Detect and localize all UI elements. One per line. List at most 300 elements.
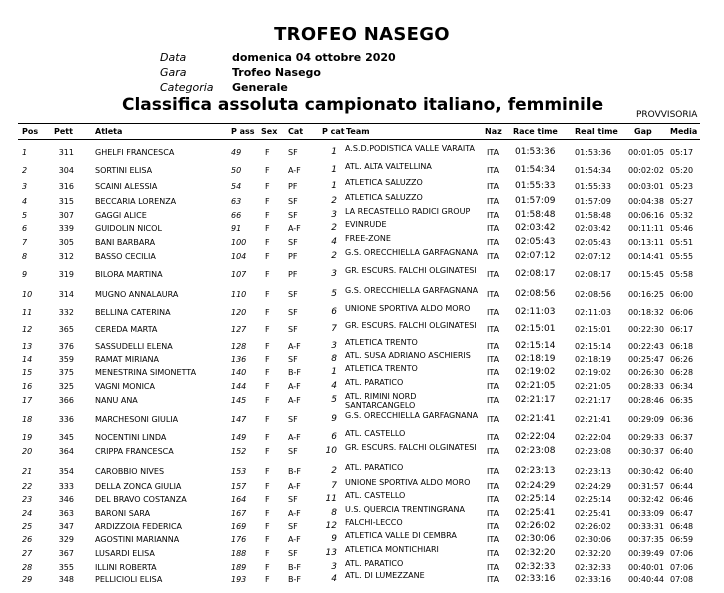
bib-cell: 325 (58, 382, 74, 391)
gap-cell: 00:32:42 (628, 495, 664, 504)
nation-cell: ITA (487, 197, 500, 206)
athlete-cell: BASSO CECILIA (95, 252, 156, 261)
team-cell: G.S. ORECCHIELLA GARFAGNANA (345, 248, 479, 257)
overall-pos-cell: 189 (231, 563, 247, 572)
pos-cell: 19 (22, 433, 33, 442)
category-pos-cell: 12 (325, 521, 337, 531)
overall-pos-cell: 164 (231, 495, 247, 504)
real-time-cell: 02:15:14 (575, 342, 611, 351)
category-pos-cell: 1 (331, 367, 337, 377)
team-cell: ATL. CASTELLO (345, 491, 406, 500)
nation-cell: ITA (487, 509, 500, 518)
pos-cell: 17 (22, 396, 33, 405)
col-naz: Naz (485, 127, 502, 136)
nation-cell: ITA (487, 433, 500, 442)
real-time-cell: 02:19:02 (575, 368, 611, 377)
overall-pos-cell: 107 (231, 270, 247, 279)
gap-cell: 00:40:01 (628, 563, 664, 572)
sex-cell: F (265, 325, 270, 334)
bib-cell: 332 (58, 308, 74, 317)
pos-cell: 22 (22, 482, 33, 491)
pos-cell: 8 (22, 252, 28, 261)
overall-pos-cell: 152 (231, 447, 247, 456)
athlete-cell: CAROBBIO NIVES (95, 467, 165, 476)
sex-cell: F (265, 308, 270, 317)
overall-pos-cell: 157 (231, 482, 247, 491)
nation-cell: ITA (487, 325, 500, 334)
category-cell: B-F (288, 467, 301, 476)
category-cell: A-F (288, 396, 301, 405)
race-time-cell: 02:25:41 (515, 508, 556, 518)
real-time-cell: 02:08:17 (575, 270, 611, 279)
sex-cell: F (265, 238, 270, 247)
team-cell: GR. ESCURS. FALCHI OLGINATESI (345, 321, 477, 330)
bib-cell: 315 (58, 197, 74, 206)
team-cell: ATLETICA TRENTO (345, 338, 418, 347)
real-time-cell: 02:30:06 (575, 535, 611, 544)
pace-cell: 07:06 (670, 549, 694, 558)
team-cell: LA RECASTELLO RADICI GROUP (345, 207, 471, 216)
sex-cell: F (265, 563, 270, 572)
bib-cell: 336 (58, 415, 74, 424)
col-pos: Pos (22, 127, 39, 136)
sex-cell: F (265, 182, 270, 191)
gap-cell: 00:15:45 (628, 270, 664, 279)
bib-cell: 354 (58, 467, 74, 476)
bib-cell: 305 (58, 238, 74, 247)
pos-cell: 29 (22, 575, 33, 584)
meta-value: domenica 04 ottobre 2020 (232, 51, 396, 64)
athlete-cell: GHELFI FRANCESCA (95, 148, 175, 157)
athlete-cell: DELLA ZONCA GIULIA (95, 482, 182, 491)
athlete-cell: SCAINI ALESSIA (95, 182, 158, 191)
athlete-cell: PELLICIOLI ELISA (95, 575, 163, 584)
col-sex: Sex (261, 127, 278, 136)
nation-cell: ITA (487, 252, 500, 261)
pace-cell: 05:23 (670, 182, 694, 191)
category-cell: SF (288, 211, 298, 220)
category-cell: SF (288, 415, 298, 424)
nation-cell: ITA (487, 535, 500, 544)
race-time-cell: 02:24:29 (515, 481, 556, 491)
category-pos-cell: 8 (331, 508, 337, 518)
pace-cell: 06:44 (670, 482, 694, 491)
pos-cell: 18 (22, 415, 33, 424)
col-team: Team (346, 127, 370, 136)
overall-pos-cell: 169 (231, 522, 247, 531)
gap-cell: 00:06:16 (628, 211, 664, 220)
race-time-cell: 02:21:05 (515, 381, 556, 391)
bib-cell: 376 (58, 342, 74, 351)
team-cell: UNIONE SPORTIVA ALDO MORO (345, 478, 471, 487)
athlete-cell: SORTINI ELISA (95, 166, 153, 175)
team-cell: ATL. PARATICO (345, 463, 404, 472)
category-pos-cell: 2 (331, 466, 337, 476)
category-pos-cell: 3 (331, 341, 337, 351)
pace-cell: 06:00 (670, 290, 694, 299)
col-real-time: Real time (575, 127, 618, 136)
category-pos-cell: 3 (331, 210, 337, 220)
table-row (0, 268, 724, 288)
real-time-cell: 02:25:41 (575, 509, 611, 518)
category-pos-cell: 7 (331, 481, 337, 491)
race-time-cell: 01:55:33 (515, 181, 556, 191)
pos-cell: 11 (22, 308, 33, 317)
pace-cell: 05:27 (670, 197, 694, 206)
sex-cell: F (265, 166, 270, 175)
bib-cell: 312 (58, 252, 74, 261)
sex-cell: F (265, 197, 270, 206)
pos-cell: 24 (22, 509, 33, 518)
category-pos-cell: 5 (331, 395, 337, 405)
team-cell: ATL. PARATICO (345, 378, 404, 387)
pos-cell: 1 (22, 148, 28, 157)
bib-cell: 333 (58, 482, 74, 491)
category-pos-cell: 11 (325, 494, 337, 504)
team-cell: GR. ESCURS. FALCHI OLGINATESI (345, 443, 477, 452)
nation-cell: ITA (487, 182, 500, 191)
team-cell: ATL. ALTA VALTELLINA (345, 162, 432, 171)
nation-cell: ITA (487, 342, 500, 351)
athlete-cell: BELLINA CATERINA (95, 308, 171, 317)
team-cell: ATLETICA SALUZZO (345, 178, 423, 187)
athlete-cell: MENESTRINA SIMONETTA (95, 368, 197, 377)
team-cell: A.S.D.PODISTICA VALLE VARAITA (345, 144, 475, 153)
pos-cell: 27 (22, 549, 33, 558)
nation-cell: ITA (487, 224, 500, 233)
bib-cell: 307 (58, 211, 74, 220)
race-time-cell: 02:15:14 (515, 341, 556, 351)
category-pos-cell: 4 (331, 237, 337, 247)
race-time-cell: 02:18:19 (515, 354, 556, 364)
category-cell: SF (288, 522, 298, 531)
sex-cell: F (265, 447, 270, 456)
col-pass: P ass (231, 127, 255, 136)
pace-cell: 06:37 (670, 433, 694, 442)
overall-pos-cell: 127 (231, 325, 247, 334)
gap-cell: 00:30:37 (628, 447, 664, 456)
race-time-cell: 02:19:02 (515, 367, 556, 377)
col-cat: Cat (288, 127, 304, 136)
pos-cell: 4 (22, 197, 28, 206)
category-pos-cell: 6 (331, 307, 337, 317)
athlete-cell: RAMAT MIRIANA (95, 355, 159, 364)
overall-pos-cell: 104 (231, 252, 247, 261)
pace-cell: 06:17 (670, 325, 694, 334)
team-cell: G.S. ORECCHIELLA GARFAGNANA (345, 286, 479, 295)
nation-cell: ITA (487, 482, 500, 491)
overall-pos-cell: 153 (231, 467, 247, 476)
sex-cell: F (265, 270, 270, 279)
meta-label: Categoria (160, 81, 214, 94)
athlete-cell: LUSARDI ELISA (95, 549, 155, 558)
category-cell: SF (288, 447, 298, 456)
athlete-cell: GUIDOLIN NICOL (95, 224, 162, 233)
gap-cell: 00:29:09 (628, 415, 664, 424)
bib-cell: 375 (58, 368, 74, 377)
col-gap: Gap (634, 127, 652, 136)
sex-cell: F (265, 522, 270, 531)
real-time-cell: 01:58:48 (575, 211, 611, 220)
category-pos-cell: 3 (331, 562, 337, 572)
gap-cell: 00:14:41 (628, 252, 664, 261)
pos-cell: 2 (22, 166, 28, 175)
pos-cell: 3 (22, 182, 28, 191)
category-cell: A-F (288, 224, 301, 233)
bib-cell: 365 (58, 325, 74, 334)
meta-value: Trofeo Nasego (232, 66, 321, 79)
pace-cell: 06:36 (670, 415, 694, 424)
real-time-cell: 02:33:16 (575, 575, 611, 584)
pace-cell: 06:59 (670, 535, 694, 544)
real-time-cell: 01:57:09 (575, 197, 611, 206)
athlete-cell: BECCARIA LORENZA (95, 197, 177, 206)
athlete-cell: BARONI SARA (95, 509, 151, 518)
category-pos-cell: 1 (331, 147, 337, 157)
sex-cell: F (265, 467, 270, 476)
race-time-cell: 02:21:41 (515, 414, 556, 424)
overall-pos-cell: 147 (231, 415, 247, 424)
overall-pos-cell: 136 (231, 355, 247, 364)
bib-cell: 367 (58, 549, 74, 558)
race-time-cell: 02:26:02 (515, 521, 556, 531)
athlete-cell: ARDIZZOIA FEDERICA (95, 522, 183, 531)
sex-cell: F (265, 355, 270, 364)
gap-cell: 00:28:46 (628, 396, 664, 405)
race-time-cell: 02:25:14 (515, 494, 556, 504)
athlete-cell: CRIPPA FRANCESCA (95, 447, 174, 456)
team-cell: U.S. QUERCIA TRENTINGRANA (345, 505, 465, 514)
category-cell: A-F (288, 535, 301, 544)
real-time-cell: 02:15:01 (575, 325, 611, 334)
category-cell: PF (288, 270, 298, 279)
bib-cell: 314 (58, 290, 74, 299)
nation-cell: ITA (487, 355, 500, 364)
race-time-cell: 02:15:01 (515, 324, 556, 334)
overall-pos-cell: 176 (231, 535, 247, 544)
gap-cell: 00:31:57 (628, 482, 664, 491)
bib-cell: 339 (58, 224, 74, 233)
bib-cell: 304 (58, 166, 74, 175)
category-pos-cell: 1 (331, 181, 337, 191)
race-time-cell: 02:23:08 (515, 446, 556, 456)
team-cell: ATLETICA VALLE DI CEMBRA (345, 531, 457, 540)
athlete-cell: NOCENTINI LINDA (95, 433, 167, 442)
table-row (0, 573, 724, 593)
pos-cell: 9 (22, 270, 28, 279)
category-cell: SF (288, 325, 298, 334)
sex-cell: F (265, 535, 270, 544)
bib-cell: 345 (58, 433, 74, 442)
athlete-cell: MARCHESONI GIULIA (95, 415, 179, 424)
real-time-cell: 02:32:20 (575, 549, 611, 558)
nation-cell: ITA (487, 290, 500, 299)
real-time-cell: 02:21:17 (575, 396, 611, 405)
bib-cell: 348 (58, 575, 74, 584)
category-pos-cell: 8 (331, 354, 337, 364)
race-time-cell: 02:08:56 (515, 289, 556, 299)
athlete-cell: GAGGI ALICE (95, 211, 147, 220)
pace-cell: 06:40 (670, 467, 694, 476)
gap-cell: 00:26:30 (628, 368, 664, 377)
category-cell: SF (288, 290, 298, 299)
meta-label: Data (160, 51, 187, 64)
pace-cell: 05:32 (670, 211, 694, 220)
overall-pos-cell: 63 (231, 197, 242, 206)
gap-cell: 00:39:49 (628, 549, 664, 558)
status-label: PROVVISORIA (636, 110, 698, 120)
gap-cell: 00:11:11 (628, 224, 664, 233)
category-pos-cell: 2 (331, 251, 337, 261)
category-pos-cell: 3 (331, 269, 337, 279)
race-time-cell: 02:32:20 (515, 548, 556, 558)
bib-cell: 363 (58, 509, 74, 518)
pace-cell: 05:17 (670, 148, 694, 157)
sex-cell: F (265, 252, 270, 261)
nation-cell: ITA (487, 563, 500, 572)
team-cell: UNIONE SPORTIVA ALDO MORO (345, 304, 471, 313)
nation-cell: ITA (487, 148, 500, 157)
real-time-cell: 02:22:04 (575, 433, 611, 442)
real-time-cell: 01:54:34 (575, 166, 611, 175)
pace-cell: 07:06 (670, 563, 694, 572)
gap-cell: 00:37:35 (628, 535, 664, 544)
race-time-cell: 02:32:33 (515, 562, 556, 572)
category-pos-cell: 6 (331, 432, 337, 442)
meta-label: Gara (160, 66, 187, 79)
page-title: TROFEO NASEGO (274, 24, 450, 45)
real-time-cell: 02:32:33 (575, 563, 611, 572)
pace-cell: 05:20 (670, 166, 694, 175)
category-cell: A-F (288, 433, 301, 442)
pace-cell: 06:34 (670, 382, 694, 391)
pos-cell: 7 (22, 238, 28, 247)
pace-cell: 06:18 (670, 342, 694, 351)
pos-cell: 5 (22, 211, 28, 220)
pos-cell: 15 (22, 368, 33, 377)
pace-cell: 06:28 (670, 368, 694, 377)
bib-cell: 316 (58, 182, 74, 191)
gap-cell: 00:30:42 (628, 467, 664, 476)
category-pos-cell: 7 (331, 324, 337, 334)
team-cell: EVINRUDE (345, 220, 387, 229)
team-cell: ATL. PARATICO (345, 559, 404, 568)
bib-cell: 364 (58, 447, 74, 456)
pos-cell: 12 (22, 325, 33, 334)
category-cell: A-F (288, 342, 301, 351)
real-time-cell: 01:53:36 (575, 148, 611, 157)
athlete-cell: CEREDA MARTA (95, 325, 158, 334)
nation-cell: ITA (487, 368, 500, 377)
col-pett: Pett (54, 127, 73, 136)
overall-pos-cell: 144 (231, 382, 247, 391)
meta-value: Generale (232, 81, 288, 94)
gap-cell: 00:25:47 (628, 355, 664, 364)
athlete-cell: ILLINI ROBERTA (95, 563, 157, 572)
real-time-cell: 02:03:42 (575, 224, 611, 233)
bib-cell: 319 (58, 270, 74, 279)
category-pos-cell: 10 (325, 446, 337, 456)
gap-cell: 00:02:02 (628, 166, 664, 175)
pace-cell: 06:47 (670, 509, 694, 518)
bib-cell: 359 (58, 355, 74, 364)
pos-cell: 25 (22, 522, 33, 531)
team-cell: FALCHI-LECCO (345, 518, 403, 527)
category-cell: B-F (288, 563, 301, 572)
overall-pos-cell: 140 (231, 368, 247, 377)
race-time-cell: 01:53:36 (515, 147, 556, 157)
overall-pos-cell: 120 (231, 308, 247, 317)
pace-cell: 06:46 (670, 495, 694, 504)
category-pos-cell: 5 (331, 289, 337, 299)
nation-cell: ITA (487, 396, 500, 405)
overall-pos-cell: 128 (231, 342, 247, 351)
real-time-cell: 02:21:05 (575, 382, 611, 391)
bib-cell: 355 (58, 563, 74, 572)
team-cell: ATL. CASTELLO (345, 429, 406, 438)
overall-pos-cell: 49 (231, 148, 242, 157)
sex-cell: F (265, 290, 270, 299)
real-time-cell: 02:11:03 (575, 308, 611, 317)
pace-cell: 06:48 (670, 522, 694, 531)
gap-cell: 00:29:33 (628, 433, 664, 442)
pos-cell: 13 (22, 342, 33, 351)
gap-cell: 00:03:01 (628, 182, 664, 191)
real-time-cell: 02:05:43 (575, 238, 611, 247)
race-time-cell: 02:03:42 (515, 223, 556, 233)
pace-cell: 06:35 (670, 396, 694, 405)
overall-pos-cell: 149 (231, 433, 247, 442)
gap-cell: 00:04:38 (628, 197, 664, 206)
team-cell: ATL. RIMINI NORD SANTARCANGELO (345, 392, 417, 410)
overall-pos-cell: 66 (231, 211, 242, 220)
gap-cell: 00:18:32 (628, 308, 664, 317)
sex-cell: F (265, 148, 270, 157)
real-time-cell: 02:07:12 (575, 252, 611, 261)
pos-cell: 26 (22, 535, 33, 544)
gap-cell: 00:22:43 (628, 342, 664, 351)
bib-cell: 347 (58, 522, 74, 531)
category-cell: B-F (288, 368, 301, 377)
race-time-cell: 02:05:43 (515, 237, 556, 247)
gap-cell: 00:33:31 (628, 522, 664, 531)
gap-cell: 00:01:05 (628, 148, 664, 157)
nation-cell: ITA (487, 270, 500, 279)
gap-cell: 00:13:11 (628, 238, 664, 247)
category-pos-cell: 4 (331, 574, 337, 584)
category-pos-cell: 13 (325, 548, 337, 558)
nation-cell: ITA (487, 467, 500, 476)
pos-cell: 10 (22, 290, 33, 299)
nation-cell: ITA (487, 549, 500, 558)
table-row (0, 445, 724, 465)
real-time-cell: 01:55:33 (575, 182, 611, 191)
sex-cell: F (265, 482, 270, 491)
team-cell: ATL. DI LUMEZZANE (345, 571, 425, 580)
real-time-cell: 02:18:19 (575, 355, 611, 364)
race-time-cell: 02:21:17 (515, 395, 556, 405)
race-time-cell: 02:07:12 (515, 251, 556, 261)
pos-cell: 28 (22, 563, 33, 572)
overall-pos-cell: 50 (231, 166, 242, 175)
category-cell: PF (288, 182, 298, 191)
col-media: Media (670, 127, 698, 136)
athlete-cell: VAGNI MONICA (95, 382, 155, 391)
ranking-subtitle: Classifica assoluta campionato italiano, femminile (122, 95, 604, 115)
race-time-cell: 02:33:16 (515, 574, 556, 584)
col-race-time: Race time (513, 127, 558, 136)
category-cell: SF (288, 238, 298, 247)
